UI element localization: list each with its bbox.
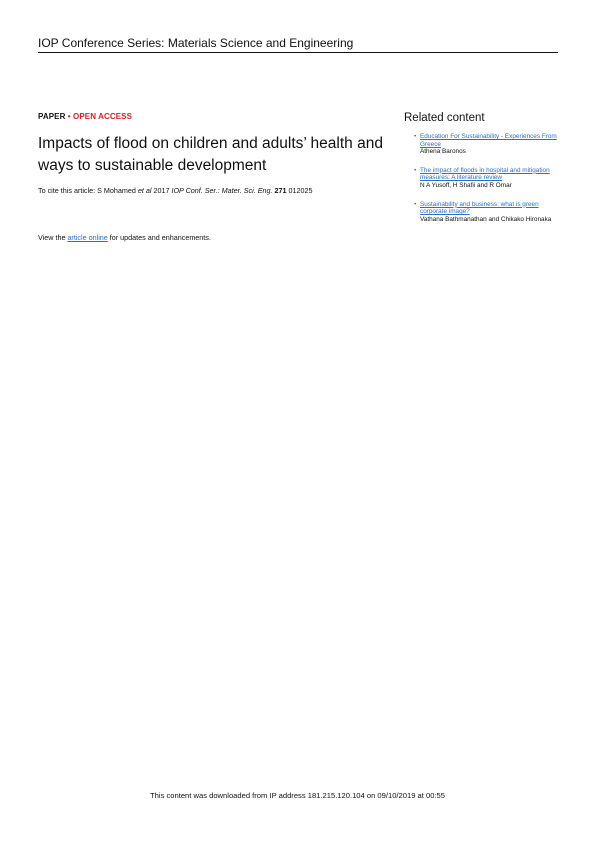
article-title: Impacts of flood on children and adults’ health and ways to sustainable development — [38, 135, 383, 174]
related-item — [414, 166, 558, 190]
cite-year: 2017 — [151, 186, 172, 195]
cite-number: 012025 — [286, 186, 313, 195]
paper-type-label: PAPER — [38, 112, 66, 121]
view-before: View the — [38, 233, 68, 242]
view-online-note — [38, 233, 211, 242]
tag-separator: • — [67, 112, 71, 121]
view-after: for updates and enhancements. — [107, 233, 211, 242]
related-item-authors: Vathana Bathmanathan and Chikako Hironaka — [420, 215, 552, 223]
cite-etal: et al — [137, 186, 152, 195]
header-rule — [38, 52, 558, 53]
citation — [38, 186, 398, 195]
bullet-icon: • — [414, 166, 417, 174]
article-online-link[interactable]: article online — [67, 233, 108, 242]
download-footer: This content was downloaded from IP address 181.215.120.104 on 09/10/2019 at 00:55 — [150, 791, 445, 800]
paper-tag — [38, 112, 132, 121]
related-item-authors: Athena Baronos — [420, 148, 466, 156]
related-content-list — [414, 133, 558, 234]
related-item-link[interactable]: Sustainability and business: what is green corporate image? — [420, 200, 539, 216]
related-item-link[interactable]: The impact of floods in hospital and mitigation measures: A literature review — [420, 166, 550, 182]
journal-title: IOP Conference Series: Materials Science and Engineering — [38, 36, 354, 50]
open-access-label: OPEN ACCESS — [73, 112, 133, 121]
bullet-icon: • — [414, 133, 417, 140]
cite-prefix: To cite this article: S Mohamed — [38, 186, 138, 195]
cite-journal: IOP Conf. Ser.: Mater. Sci. Eng. — [171, 186, 273, 195]
bullet-icon: • — [414, 200, 417, 208]
related-item-authors: N A Yusoff, H Shafii and R Omar — [420, 181, 512, 189]
cite-volume: 271 — [274, 186, 287, 195]
related-content-heading: Related content — [404, 112, 485, 124]
related-item — [414, 133, 558, 156]
related-item — [414, 200, 558, 224]
related-item-link[interactable]: Education For Sustainability - Experiences From Greece — [420, 133, 557, 148]
